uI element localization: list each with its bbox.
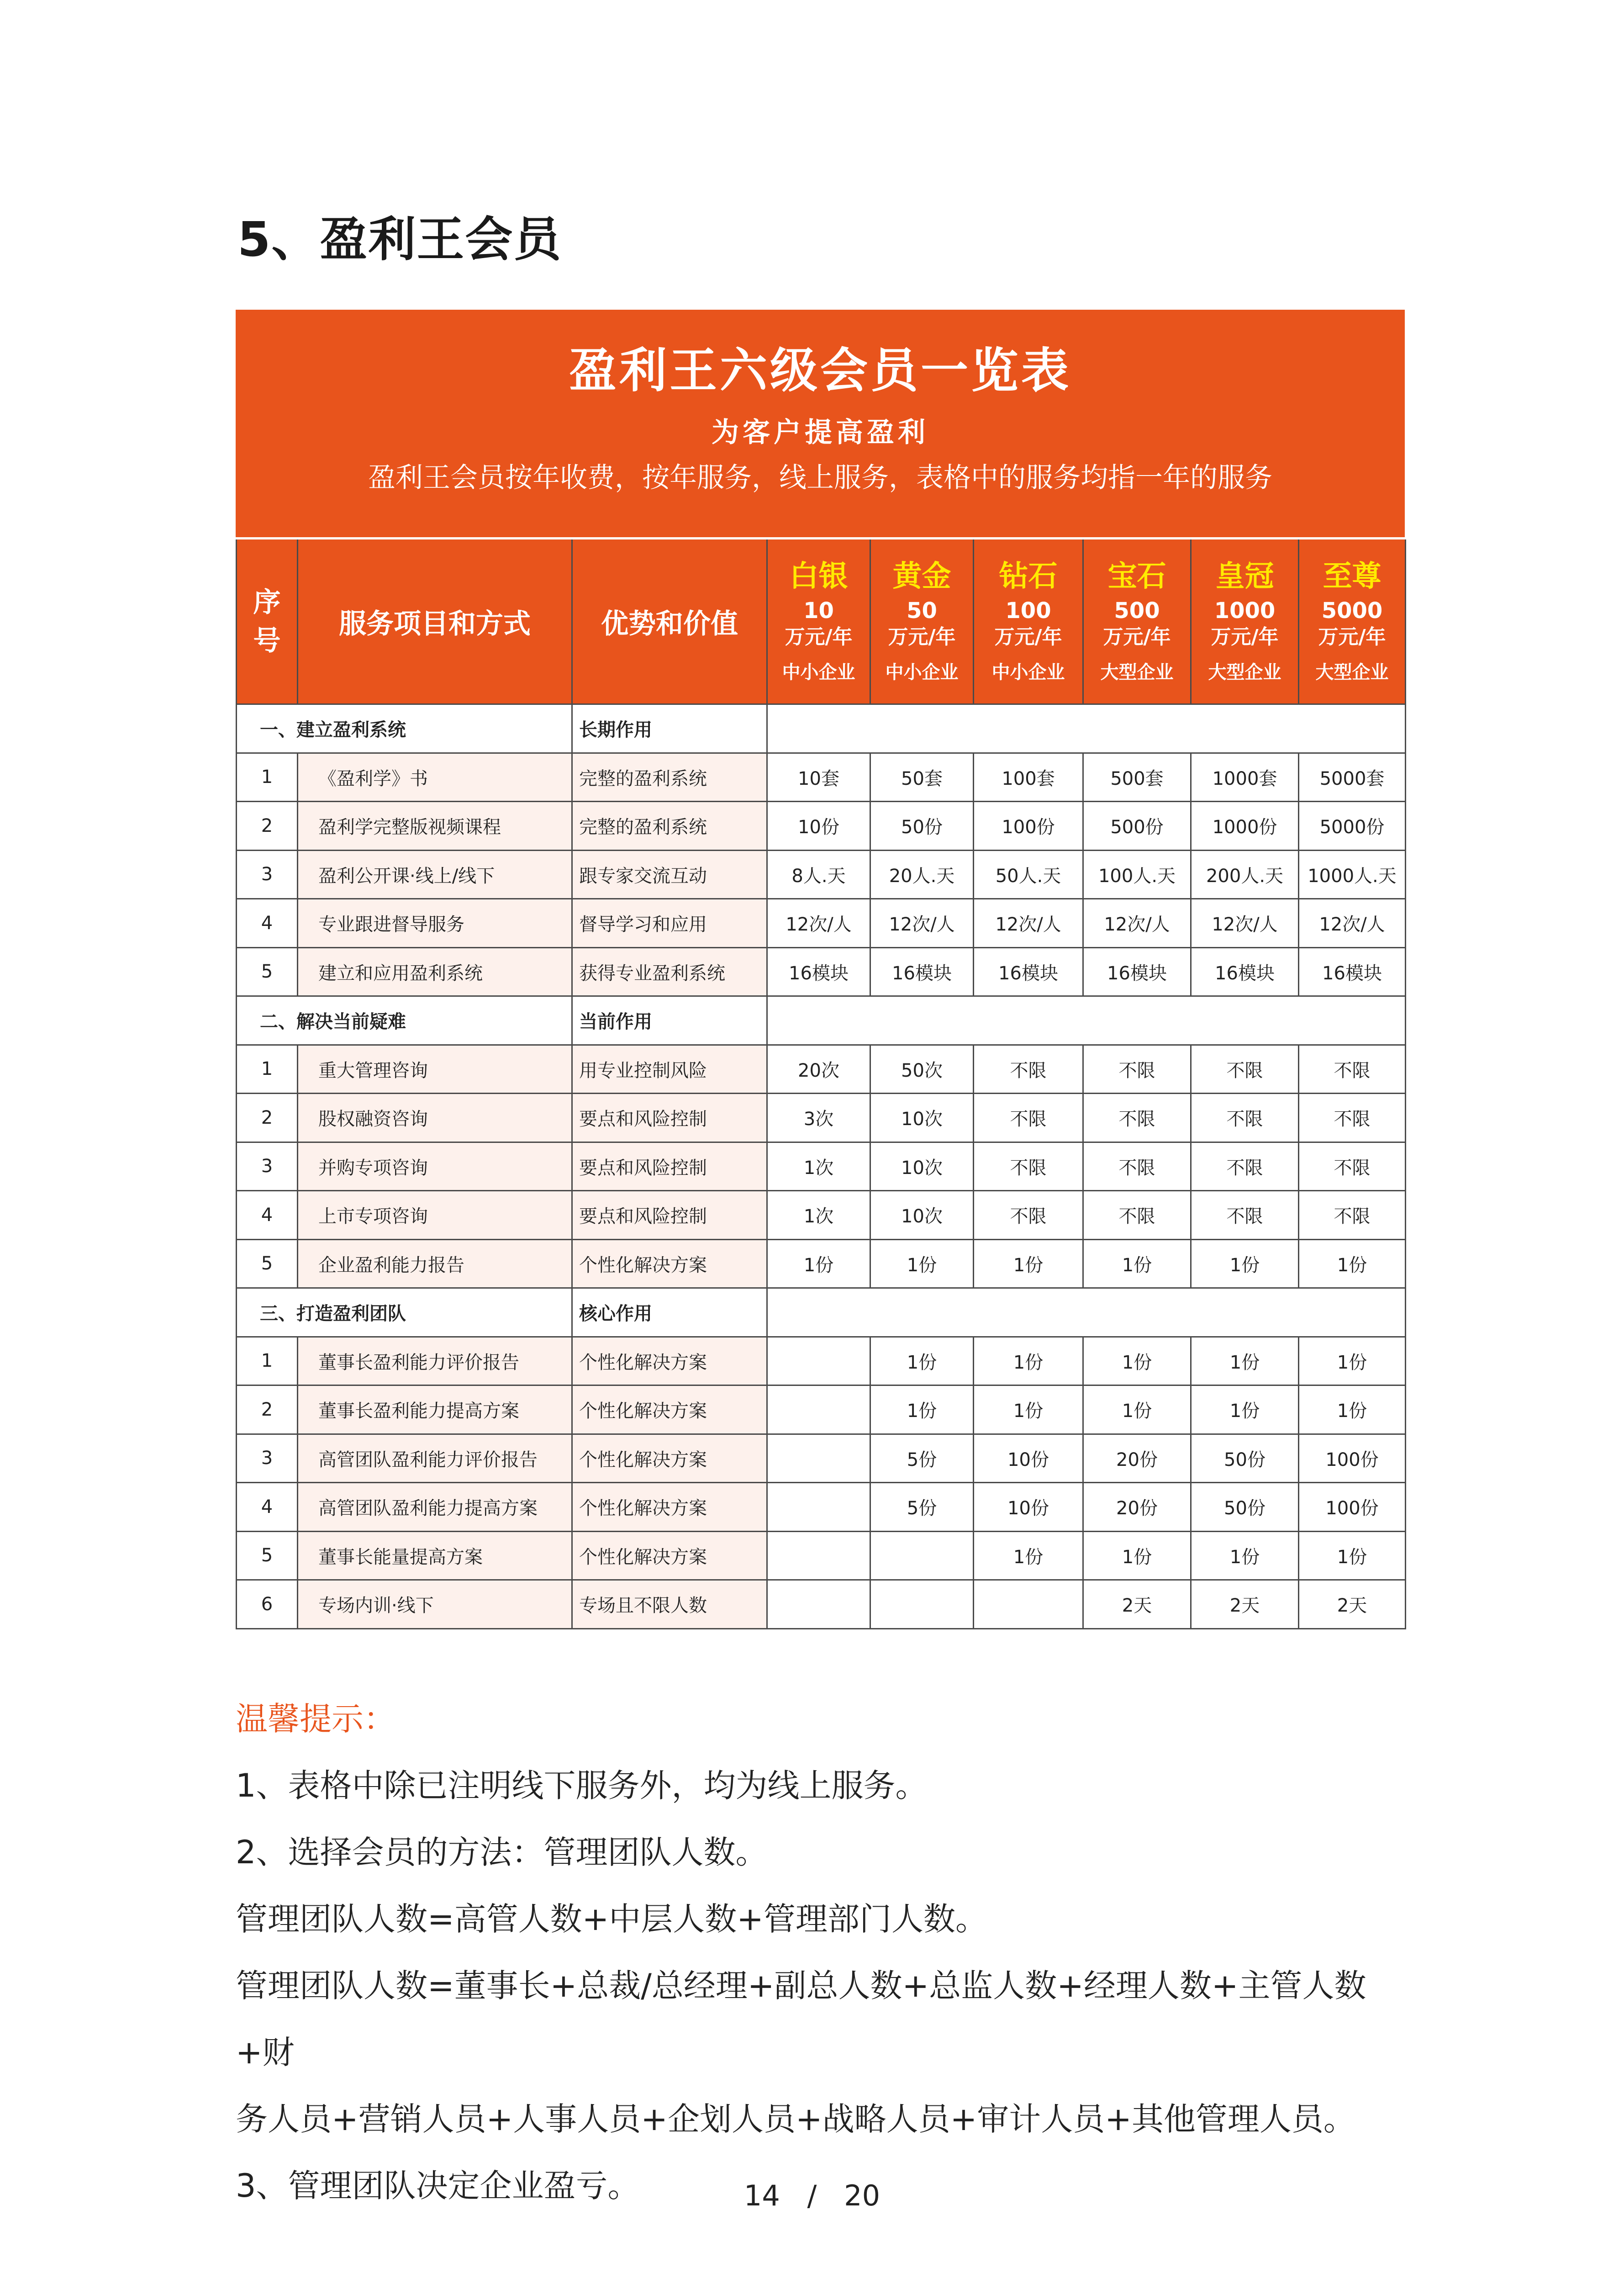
- section-label: 一、建立盈利系统: [237, 704, 572, 753]
- section-value: 长期作用: [572, 704, 767, 753]
- service-value: 个性化解决方案: [572, 1531, 767, 1580]
- page-number: [0, 2179, 1624, 2212]
- tier-name: 宝石: [1107, 559, 1166, 593]
- tier-unit: 万元/年: [1103, 625, 1171, 649]
- tier-cell: 10次: [870, 1094, 974, 1142]
- row-number: 4: [237, 899, 298, 948]
- row-number: 4: [237, 1483, 298, 1532]
- page-total: 20: [844, 2179, 881, 2212]
- member-table: [236, 537, 1406, 1629]
- row-number: 3: [237, 1142, 298, 1191]
- tier-cell: 500套: [1083, 753, 1191, 802]
- tier-cell: 16模块: [974, 947, 1083, 996]
- tier-cell: [870, 1580, 974, 1629]
- tier-cell: 1份: [870, 1337, 974, 1385]
- table-row: [237, 899, 1406, 948]
- tier-cell: [767, 1531, 870, 1580]
- tier-cell: 12次/人: [1083, 899, 1191, 948]
- tier-cell: 12次/人: [1191, 899, 1299, 948]
- service-value: 个性化解决方案: [572, 1337, 767, 1385]
- tier-unit: 万元/年: [1318, 625, 1386, 649]
- tier-cell: 不限: [1191, 1191, 1299, 1240]
- section-empty: [767, 1288, 1406, 1337]
- section-label: 二、解决当前疑难: [237, 996, 572, 1045]
- tip-line: 务人员+营销人员+人事人员+企划人员+战略人员+审计人员+其他管理人员。: [236, 2100, 1355, 2138]
- tier-size: 中小企业: [991, 661, 1065, 683]
- table-row: [237, 1142, 1406, 1191]
- table-row: [237, 802, 1406, 851]
- tier-cell: 1份: [1191, 1337, 1299, 1385]
- header-seq-line1: 序: [253, 586, 281, 619]
- service-value: 完整的盈利系统: [572, 802, 767, 851]
- tier-cell: 1份: [1299, 1385, 1406, 1434]
- tier-cell: 20份: [1083, 1483, 1191, 1532]
- row-number: 1: [237, 753, 298, 802]
- tier-cell: 1份: [974, 1385, 1083, 1434]
- header-tier: [1191, 539, 1299, 704]
- tip-line: 1、表格中除已注明线下服务外，均为线上服务。: [236, 1767, 928, 1804]
- service-item: 董事长能量提高方案: [298, 1531, 572, 1580]
- tier-cell: [870, 1531, 974, 1580]
- tier-cell: 1次: [767, 1191, 870, 1240]
- tier-cell: [767, 1337, 870, 1385]
- tier-cell: 12次/人: [1299, 899, 1406, 948]
- row-number: 2: [237, 1094, 298, 1142]
- tier-cell: 1000份: [1191, 802, 1299, 851]
- tier-unit: 万元/年: [785, 625, 853, 649]
- service-value: 要点和风险控制: [572, 1094, 767, 1142]
- service-value: 个性化解决方案: [572, 1483, 767, 1532]
- service-value: 个性化解决方案: [572, 1239, 767, 1288]
- tier-cell: 50份: [870, 802, 974, 851]
- service-value: 个性化解决方案: [572, 1434, 767, 1483]
- tier-cell: 16模块: [870, 947, 974, 996]
- tier-size: 中小企业: [782, 661, 855, 683]
- tier-cell: 16模块: [1299, 947, 1406, 996]
- tier-cell: 1份: [1299, 1337, 1406, 1385]
- table-row: [237, 1434, 1406, 1483]
- tier-cell: 1份: [1083, 1531, 1191, 1580]
- tier-cell: 1份: [1191, 1531, 1299, 1580]
- tier-cell: 1份: [1083, 1385, 1191, 1434]
- tier-cell: 不限: [1083, 1094, 1191, 1142]
- row-number: 5: [237, 1531, 298, 1580]
- tier-cell: 1份: [974, 1337, 1083, 1385]
- service-item: 专业跟进督导服务: [298, 899, 572, 948]
- tier-cell: 20人.天: [870, 850, 974, 899]
- tier-cell: 50次: [870, 1045, 974, 1094]
- tier-cell: 20份: [1083, 1434, 1191, 1483]
- tips-title: 温馨提示：: [236, 1700, 395, 1738]
- tier-cell: [767, 1580, 870, 1629]
- tier-cell: 8人.天: [767, 850, 870, 899]
- tier-cell: 不限: [1083, 1045, 1191, 1094]
- tier-cell: 1份: [1083, 1337, 1191, 1385]
- table-row: [237, 1531, 1406, 1580]
- service-item: 上市专项咨询: [298, 1191, 572, 1240]
- header-service: 服务项目和方式: [298, 539, 572, 704]
- tier-cell: 不限: [1191, 1045, 1299, 1094]
- service-item: 专场内训·线下: [298, 1580, 572, 1629]
- tier-name: 钻石: [999, 559, 1058, 593]
- tier-cell: 5份: [870, 1483, 974, 1532]
- tier-cell: 不限: [1083, 1191, 1191, 1240]
- row-number: 1: [237, 1337, 298, 1385]
- tier-cell: 10份: [974, 1434, 1083, 1483]
- row-number: 6: [237, 1580, 298, 1629]
- table-body: [237, 704, 1406, 1629]
- tip-line: 管理团队人数=董事长+总裁/总经理+副总人数+总监人数+经理人数+主管人数+财: [236, 1967, 1366, 2071]
- tier-unit: 万元/年: [888, 625, 956, 649]
- tier-cell: 12次/人: [974, 899, 1083, 948]
- tier-cell: 不限: [1083, 1142, 1191, 1191]
- tier-unit: 万元/年: [994, 625, 1062, 649]
- service-value: 用专业控制风险: [572, 1045, 767, 1094]
- tier-cell: 不限: [974, 1191, 1083, 1240]
- table-banner: [236, 310, 1405, 537]
- service-value: 专场且不限人数: [572, 1580, 767, 1629]
- tier-cell: 10次: [870, 1142, 974, 1191]
- row-number: 5: [237, 947, 298, 996]
- tier-cell: 1份: [1299, 1239, 1406, 1288]
- tier-cell: [767, 1385, 870, 1434]
- row-number: 3: [237, 1434, 298, 1483]
- tip-line: 管理团队人数=高管人数+中层人数+管理部门人数。: [236, 1900, 987, 1938]
- header-seq: [237, 539, 298, 704]
- tier-cell: 100份: [974, 802, 1083, 851]
- tier-cell: 50份: [1191, 1434, 1299, 1483]
- service-value: 完整的盈利系统: [572, 753, 767, 802]
- tier-size: 大型企业: [1315, 661, 1389, 683]
- service-value: 获得专业盈利系统: [572, 947, 767, 996]
- header-tier: [1299, 539, 1406, 704]
- tier-cell: 不限: [1191, 1142, 1299, 1191]
- tip-line: 3、管理团队决定企业盈亏。: [236, 2167, 640, 2205]
- tier-cell: 1份: [974, 1531, 1083, 1580]
- tier-cell: 5000套: [1299, 753, 1406, 802]
- table-header-row: [237, 539, 1406, 704]
- tier-cell: 1000人.天: [1299, 850, 1406, 899]
- table-row: [237, 1483, 1406, 1532]
- tips-block: [236, 1686, 1423, 2219]
- tier-cell: 10份: [974, 1483, 1083, 1532]
- tier-cell: 50人.天: [974, 850, 1083, 899]
- tier-cell: 不限: [974, 1142, 1083, 1191]
- tier-cell: 2天: [1083, 1580, 1191, 1629]
- table-row: [237, 1337, 1406, 1385]
- service-value: 跟专家交流互动: [572, 850, 767, 899]
- page-title: 5、盈利王会员: [237, 211, 562, 267]
- tier-name: 白银: [789, 559, 848, 593]
- tier-cell: 1000套: [1191, 753, 1299, 802]
- tier-cell: 3次: [767, 1094, 870, 1142]
- table-row: [237, 753, 1406, 802]
- tier-cell: 12次/人: [767, 899, 870, 948]
- table-row: [237, 1239, 1406, 1288]
- header-tier: [1083, 539, 1191, 704]
- tier-cell: 不限: [974, 1094, 1083, 1142]
- section-empty: [767, 704, 1406, 753]
- tier-cell: 100人.天: [1083, 850, 1191, 899]
- service-item: 股权融资咨询: [298, 1094, 572, 1142]
- service-item: 企业盈利能力报告: [298, 1239, 572, 1288]
- tier-cell: 不限: [1299, 1045, 1406, 1094]
- service-value: 要点和风险控制: [572, 1142, 767, 1191]
- tier-cell: 不限: [1191, 1094, 1299, 1142]
- header-seq-line2: 号: [253, 624, 281, 657]
- tier-price: 1000: [1214, 597, 1276, 624]
- banner-title: 盈利王六级会员一览表: [569, 343, 1071, 398]
- row-number: 3: [237, 850, 298, 899]
- tier-cell: 1份: [974, 1239, 1083, 1288]
- tier-cell: 1份: [870, 1239, 974, 1288]
- tier-cell: 10份: [767, 802, 870, 851]
- tier-price: 500: [1114, 597, 1160, 624]
- section-value: 核心作用: [572, 1288, 767, 1337]
- tier-cell: 1份: [1191, 1239, 1299, 1288]
- table-row: [237, 1385, 1406, 1434]
- tier-name: 至尊: [1323, 559, 1381, 593]
- page-current: 14: [743, 2179, 780, 2212]
- header-tier: [974, 539, 1083, 704]
- tier-cell: 2天: [1299, 1580, 1406, 1629]
- table-row: [237, 1045, 1406, 1094]
- row-number: 4: [237, 1191, 298, 1240]
- service-item: 高管团队盈利能力评价报告: [298, 1434, 572, 1483]
- tier-cell: 12次/人: [870, 899, 974, 948]
- table-row: [237, 1094, 1406, 1142]
- tier-cell: 1份: [1083, 1239, 1191, 1288]
- tier-cell: 1份: [767, 1239, 870, 1288]
- membership-table: [236, 310, 1405, 1629]
- banner-subtitle: 为客户提高盈利: [712, 417, 929, 449]
- table-row: [237, 947, 1406, 996]
- header-tier: [870, 539, 974, 704]
- service-item: 盈利学完整版视频课程: [298, 802, 572, 851]
- tier-cell: 5份: [870, 1434, 974, 1483]
- tier-cell: 100份: [1299, 1483, 1406, 1532]
- tier-cell: 16模块: [1191, 947, 1299, 996]
- tier-cell: 50份: [1191, 1483, 1299, 1532]
- tier-cell: [767, 1483, 870, 1532]
- section-empty: [767, 996, 1406, 1045]
- tier-cell: 10次: [870, 1191, 974, 1240]
- service-item: 盈利公开课·线上/线下: [298, 850, 572, 899]
- tier-cell: [974, 1580, 1083, 1629]
- tier-unit: 万元/年: [1211, 625, 1279, 649]
- table-row: [237, 850, 1406, 899]
- tier-size: 大型企业: [1208, 661, 1281, 683]
- tier-cell: 50套: [870, 753, 974, 802]
- section-row: [237, 996, 1406, 1045]
- tier-cell: 500份: [1083, 802, 1191, 851]
- service-item: 《盈利学》书: [298, 753, 572, 802]
- tier-cell: [767, 1434, 870, 1483]
- table-row: [237, 1191, 1406, 1240]
- banner-description: 盈利王会员按年收费，按年服务，线上服务，表格中的服务均指一年的服务: [368, 462, 1272, 494]
- table-row: [237, 1580, 1406, 1629]
- row-number: 5: [237, 1239, 298, 1288]
- header-value: 优势和价值: [572, 539, 767, 704]
- header-tier: [767, 539, 870, 704]
- tier-size: 大型企业: [1100, 661, 1174, 683]
- service-item: 建立和应用盈利系统: [298, 947, 572, 996]
- tier-cell: 不限: [974, 1045, 1083, 1094]
- tier-cell: 5000份: [1299, 802, 1406, 851]
- tier-cell: 100套: [974, 753, 1083, 802]
- tier-cell: 20次: [767, 1045, 870, 1094]
- tier-cell: 1份: [870, 1385, 974, 1434]
- service-item: 董事长盈利能力评价报告: [298, 1337, 572, 1385]
- row-number: 2: [237, 802, 298, 851]
- tier-cell: 2天: [1191, 1580, 1299, 1629]
- tier-cell: 200人.天: [1191, 850, 1299, 899]
- section-row: [237, 1288, 1406, 1337]
- section-label: 三、打造盈利团队: [237, 1288, 572, 1337]
- tier-price: 50: [907, 597, 937, 624]
- tier-cell: 不限: [1299, 1191, 1406, 1240]
- tier-price: 10: [803, 597, 834, 624]
- page-separator: /: [807, 2179, 817, 2212]
- tier-cell: 1次: [767, 1142, 870, 1191]
- service-item: 董事长盈利能力提高方案: [298, 1385, 572, 1434]
- tier-cell: 不限: [1299, 1094, 1406, 1142]
- tier-name: 皇冠: [1215, 559, 1274, 593]
- tip-line: 2、选择会员的方法：管理团队人数。: [236, 1834, 768, 1871]
- tier-price: 5000: [1321, 597, 1383, 624]
- service-item: 重大管理咨询: [298, 1045, 572, 1094]
- tier-price: 100: [1005, 597, 1051, 624]
- section-value: 当前作用: [572, 996, 767, 1045]
- tier-cell: 1份: [1299, 1531, 1406, 1580]
- service-value: 个性化解决方案: [572, 1385, 767, 1434]
- tier-cell: 16模块: [1083, 947, 1191, 996]
- tier-cell: 16模块: [767, 947, 870, 996]
- tier-cell: 10套: [767, 753, 870, 802]
- tier-name: 黄金: [892, 559, 951, 593]
- service-item: 并购专项咨询: [298, 1142, 572, 1191]
- service-item: 高管团队盈利能力提高方案: [298, 1483, 572, 1532]
- tier-cell: 100份: [1299, 1434, 1406, 1483]
- tier-size: 中小企业: [885, 661, 959, 683]
- section-row: [237, 704, 1406, 753]
- row-number: 2: [237, 1385, 298, 1434]
- tier-cell: 1份: [1191, 1385, 1299, 1434]
- row-number: 1: [237, 1045, 298, 1094]
- service-value: 要点和风险控制: [572, 1191, 767, 1240]
- service-value: 督导学习和应用: [572, 899, 767, 948]
- tier-cell: 不限: [1299, 1142, 1406, 1191]
